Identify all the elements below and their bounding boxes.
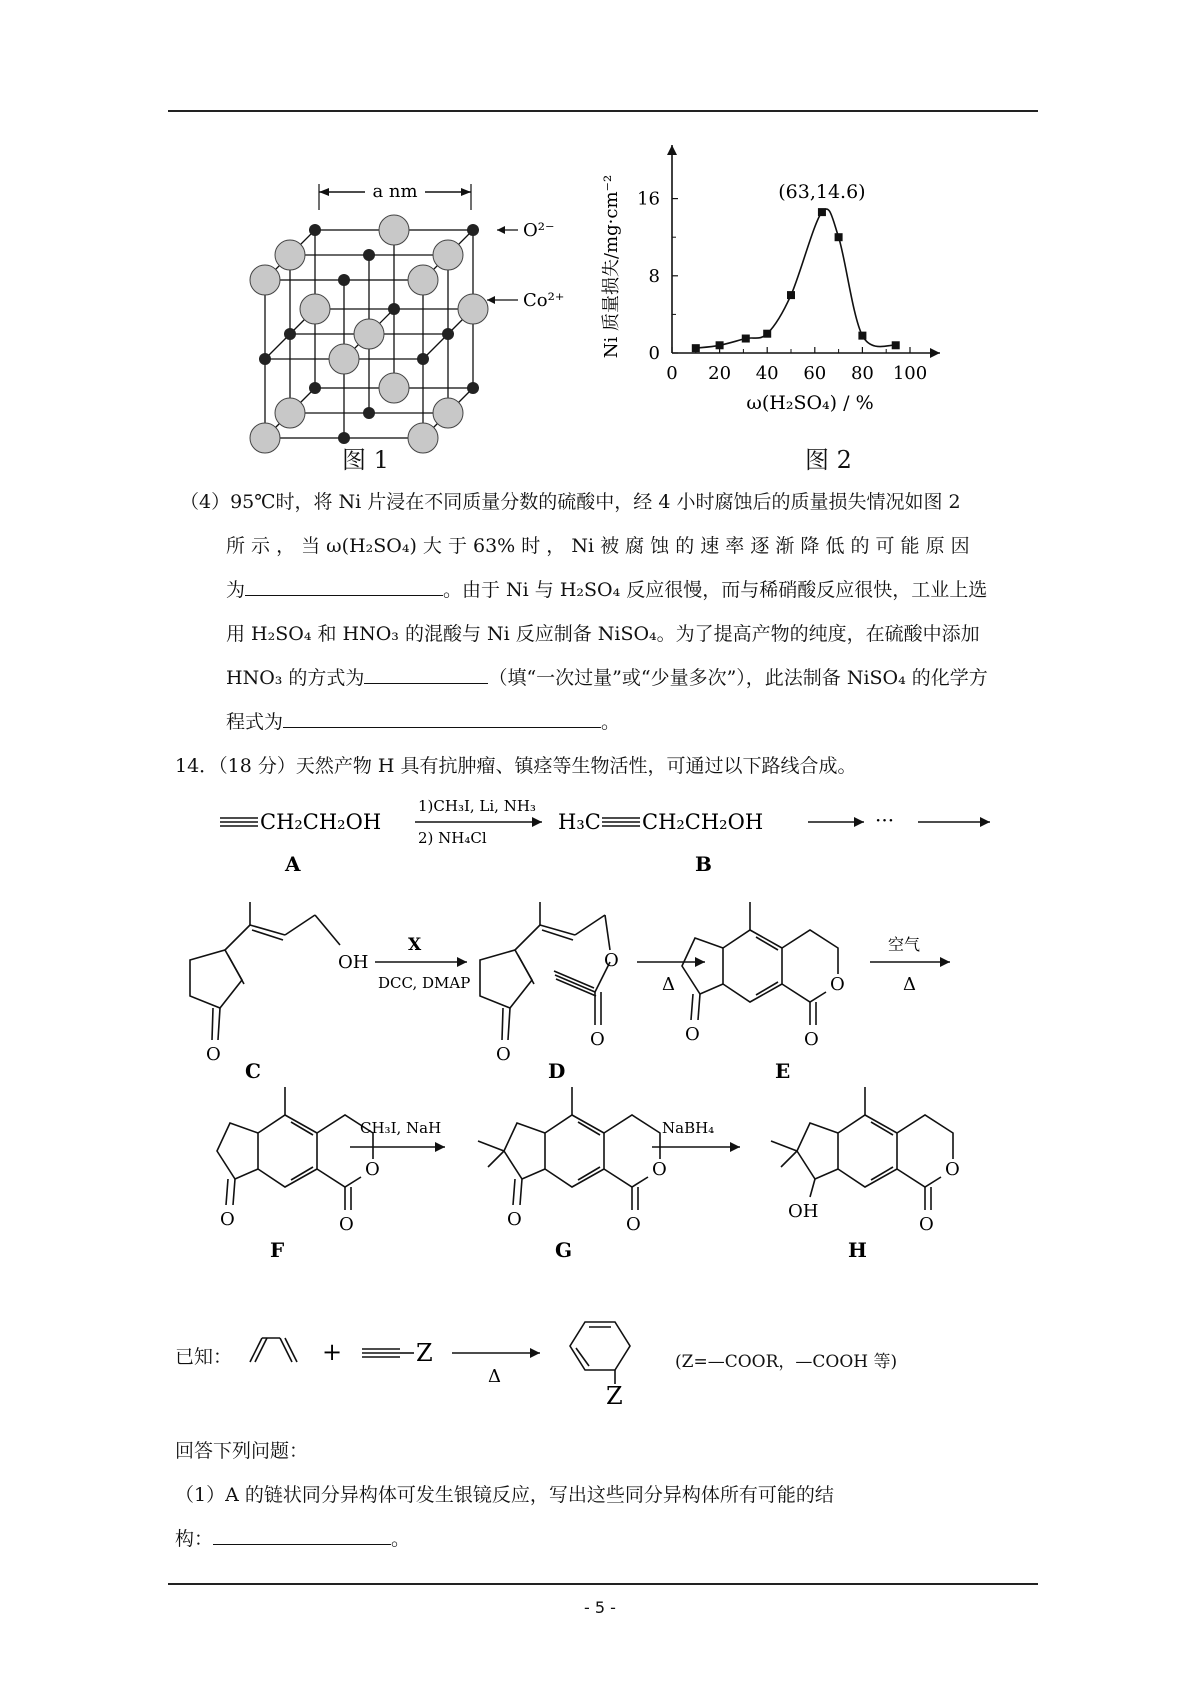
compound-g <box>478 1087 660 1210</box>
y-axis-arrow <box>667 145 677 155</box>
reagent-x: X <box>408 935 422 955</box>
h-o-lactone: O <box>919 1214 934 1235</box>
label-f: F <box>270 1238 285 1260</box>
delta-known: Δ <box>488 1366 501 1387</box>
air-label: 空气 <box>888 935 921 954</box>
reagent-nabh4: NaBH₄ <box>662 1119 715 1137</box>
compound-h <box>771 1087 953 1210</box>
data-point <box>763 330 771 338</box>
label-b: B <box>695 852 712 875</box>
x-axis-label: ω(H₂SO₄) / % <box>746 392 874 414</box>
reagent-1: 1)CH₃I, Li, NH₃ <box>418 797 536 815</box>
f-o-lactone: O <box>339 1214 354 1235</box>
q4-line5 <box>226 664 988 692</box>
compound-c <box>190 902 340 1040</box>
page-number: - 5 - <box>584 1598 616 1617</box>
x-tick-label: 20 <box>708 363 732 384</box>
data-point <box>787 291 795 299</box>
compound-f <box>217 1087 373 1210</box>
label-a-nm: a nm <box>372 181 418 202</box>
scheme-row-c-d-e <box>170 900 1050 1080</box>
ellipsis: ··· <box>875 808 895 832</box>
cyclohexadiene <box>570 1322 630 1384</box>
plus-sign: + <box>322 1338 343 1366</box>
g-o-ketone: O <box>507 1209 522 1230</box>
h-o-ring: O <box>945 1159 960 1180</box>
label-a: A <box>285 852 301 875</box>
q4-line4: 用 H₂SO₄ 和 HNO₃ 的混酸与 Ni 反应制备 NiSO₄。为了提高产物的纯度，在硫酸中添加 <box>226 623 980 645</box>
data-point <box>742 335 750 343</box>
q4-line5-end: （填“一次过量”或“少量多次”），此法制备 NiSO₄ 的化学方 <box>488 667 988 689</box>
sub1-line2 <box>175 1525 410 1553</box>
q14-title: 14．（18 分）天然产物 H 具有抗肿瘤、镇痉等生物活性，可通过以下路线合成。 <box>175 755 857 777</box>
h-oh: OH <box>788 1201 819 1222</box>
y-axis-label: Ni 质量损失/mg·cm⁻² <box>601 174 622 359</box>
f-o-ring: O <box>365 1159 380 1180</box>
x-tick-label: 0 <box>666 363 678 384</box>
compound-d <box>480 902 610 1040</box>
q4-line6 <box>226 708 620 736</box>
q4-line3 <box>226 576 987 604</box>
q4-line6-start: 程式为 <box>226 711 284 733</box>
data-point <box>692 344 700 352</box>
x-tick-label: 60 <box>803 363 827 384</box>
y-tick-label: 8 <box>648 265 660 287</box>
sub1-line2-start: 构： <box>175 1528 214 1550</box>
label-o2: O²⁻ <box>523 220 555 241</box>
known-z-reactant: Z <box>416 1339 433 1367</box>
label-d: D <box>548 1059 566 1080</box>
q4-answer-blank-1[interactable] <box>245 577 443 596</box>
e-o-ketone: O <box>685 1024 700 1045</box>
sub1-line2-end: 。 <box>391 1528 411 1550</box>
q4-line2: 所 示 ， 当 ω(H₂SO₄) 大 于 63% 时 ， Ni 被 腐 蚀 的 速 率 逐 渐 降 低 的 可 能 原 因 <box>226 535 970 557</box>
x-tick-label: 80 <box>850 363 874 384</box>
peak-annotation: (63,14.6) <box>778 181 866 204</box>
delta-1: Δ <box>662 974 675 995</box>
scheme-row-a-b <box>200 795 1010 875</box>
sub1-answer-blank[interactable] <box>213 1526 391 1545</box>
y-tick-label: 16 <box>637 188 660 210</box>
known-label: 已知： <box>175 1346 233 1368</box>
x-axis-arrow <box>930 348 940 358</box>
q4-line3-end: 。由于 Ni 与 H₂SO₄ 反应很慢，而与稀硝酸反应很快，工业上选 <box>443 579 988 601</box>
figure-2-chart <box>590 140 990 440</box>
compound-b-formula: CH₂CH₂OH <box>642 810 764 834</box>
reagent-dcc: DCC, DMAP <box>378 974 471 992</box>
label-h: H <box>848 1238 867 1260</box>
q4-answer-blank-2[interactable] <box>364 665 488 684</box>
x-tick-label: 100 <box>892 363 928 384</box>
label-g: G <box>555 1238 573 1260</box>
figure-1-caption: 图 1 <box>342 446 389 474</box>
d-o-ester: O <box>604 950 619 971</box>
reagent-2: 2) NH₄Cl <box>418 829 487 847</box>
compound-b-h3c: H₃C <box>558 810 601 834</box>
c-oh: OH <box>338 952 369 973</box>
data-point <box>858 332 866 340</box>
data-point <box>716 341 724 349</box>
q4-answer-blank-3[interactable] <box>283 709 601 728</box>
x-tick-label: 40 <box>755 363 779 384</box>
f-o-ketone: O <box>220 1209 235 1230</box>
c-o: O <box>206 1044 221 1065</box>
known-reaction <box>240 1300 680 1410</box>
q4-line1: （4）95℃时，将 Ni 片浸在不同质量分数的硫酸中，经 4 小时腐蚀后的质量损失情况如图 2 <box>180 491 961 513</box>
d-o-carbonyl: O <box>590 1029 605 1050</box>
figure-2-caption: 图 2 <box>805 446 852 474</box>
e-o-ring: O <box>830 974 845 995</box>
g-o-lactone: O <box>626 1214 641 1235</box>
top-rule <box>168 110 1038 112</box>
y-tick-label: 0 <box>648 343 660 364</box>
sub1-line1: （1）A 的链状同分异构体可发生银镜反应，写出这些同分异构体所有可能的结 <box>175 1484 834 1506</box>
q4-line6-end: 。 <box>601 711 621 733</box>
answer-prompt: 回答下列问题： <box>175 1440 309 1462</box>
delta-2: Δ <box>903 974 916 995</box>
bottom-rule <box>168 1583 1038 1585</box>
fit-curve <box>696 209 896 348</box>
figure-1-crystal <box>235 180 585 480</box>
q4-line3-start: 为 <box>226 579 246 601</box>
label-c: C <box>245 1059 261 1080</box>
known-z-product: Z <box>606 1382 623 1410</box>
compound-a-formula: CH₂CH₂OH <box>260 810 382 834</box>
label-e: E <box>775 1059 791 1080</box>
data-point <box>818 208 826 216</box>
known-note: (Z=—COOR，—COOH 等) <box>675 1352 898 1372</box>
g-o-ring: O <box>652 1159 667 1180</box>
d-o-ketone: O <box>496 1044 511 1065</box>
data-point <box>835 233 843 241</box>
scheme-row-f-g-h <box>190 1085 1010 1260</box>
label-co2: Co²⁺ <box>523 290 565 311</box>
compound-e <box>682 902 838 1025</box>
e-o-lactone: O <box>804 1029 819 1050</box>
data-point <box>892 341 900 349</box>
reagent-ch3i: CH₃I, NaH <box>360 1119 442 1137</box>
q4-line5-start: HNO₃ 的方式为 <box>226 667 365 689</box>
